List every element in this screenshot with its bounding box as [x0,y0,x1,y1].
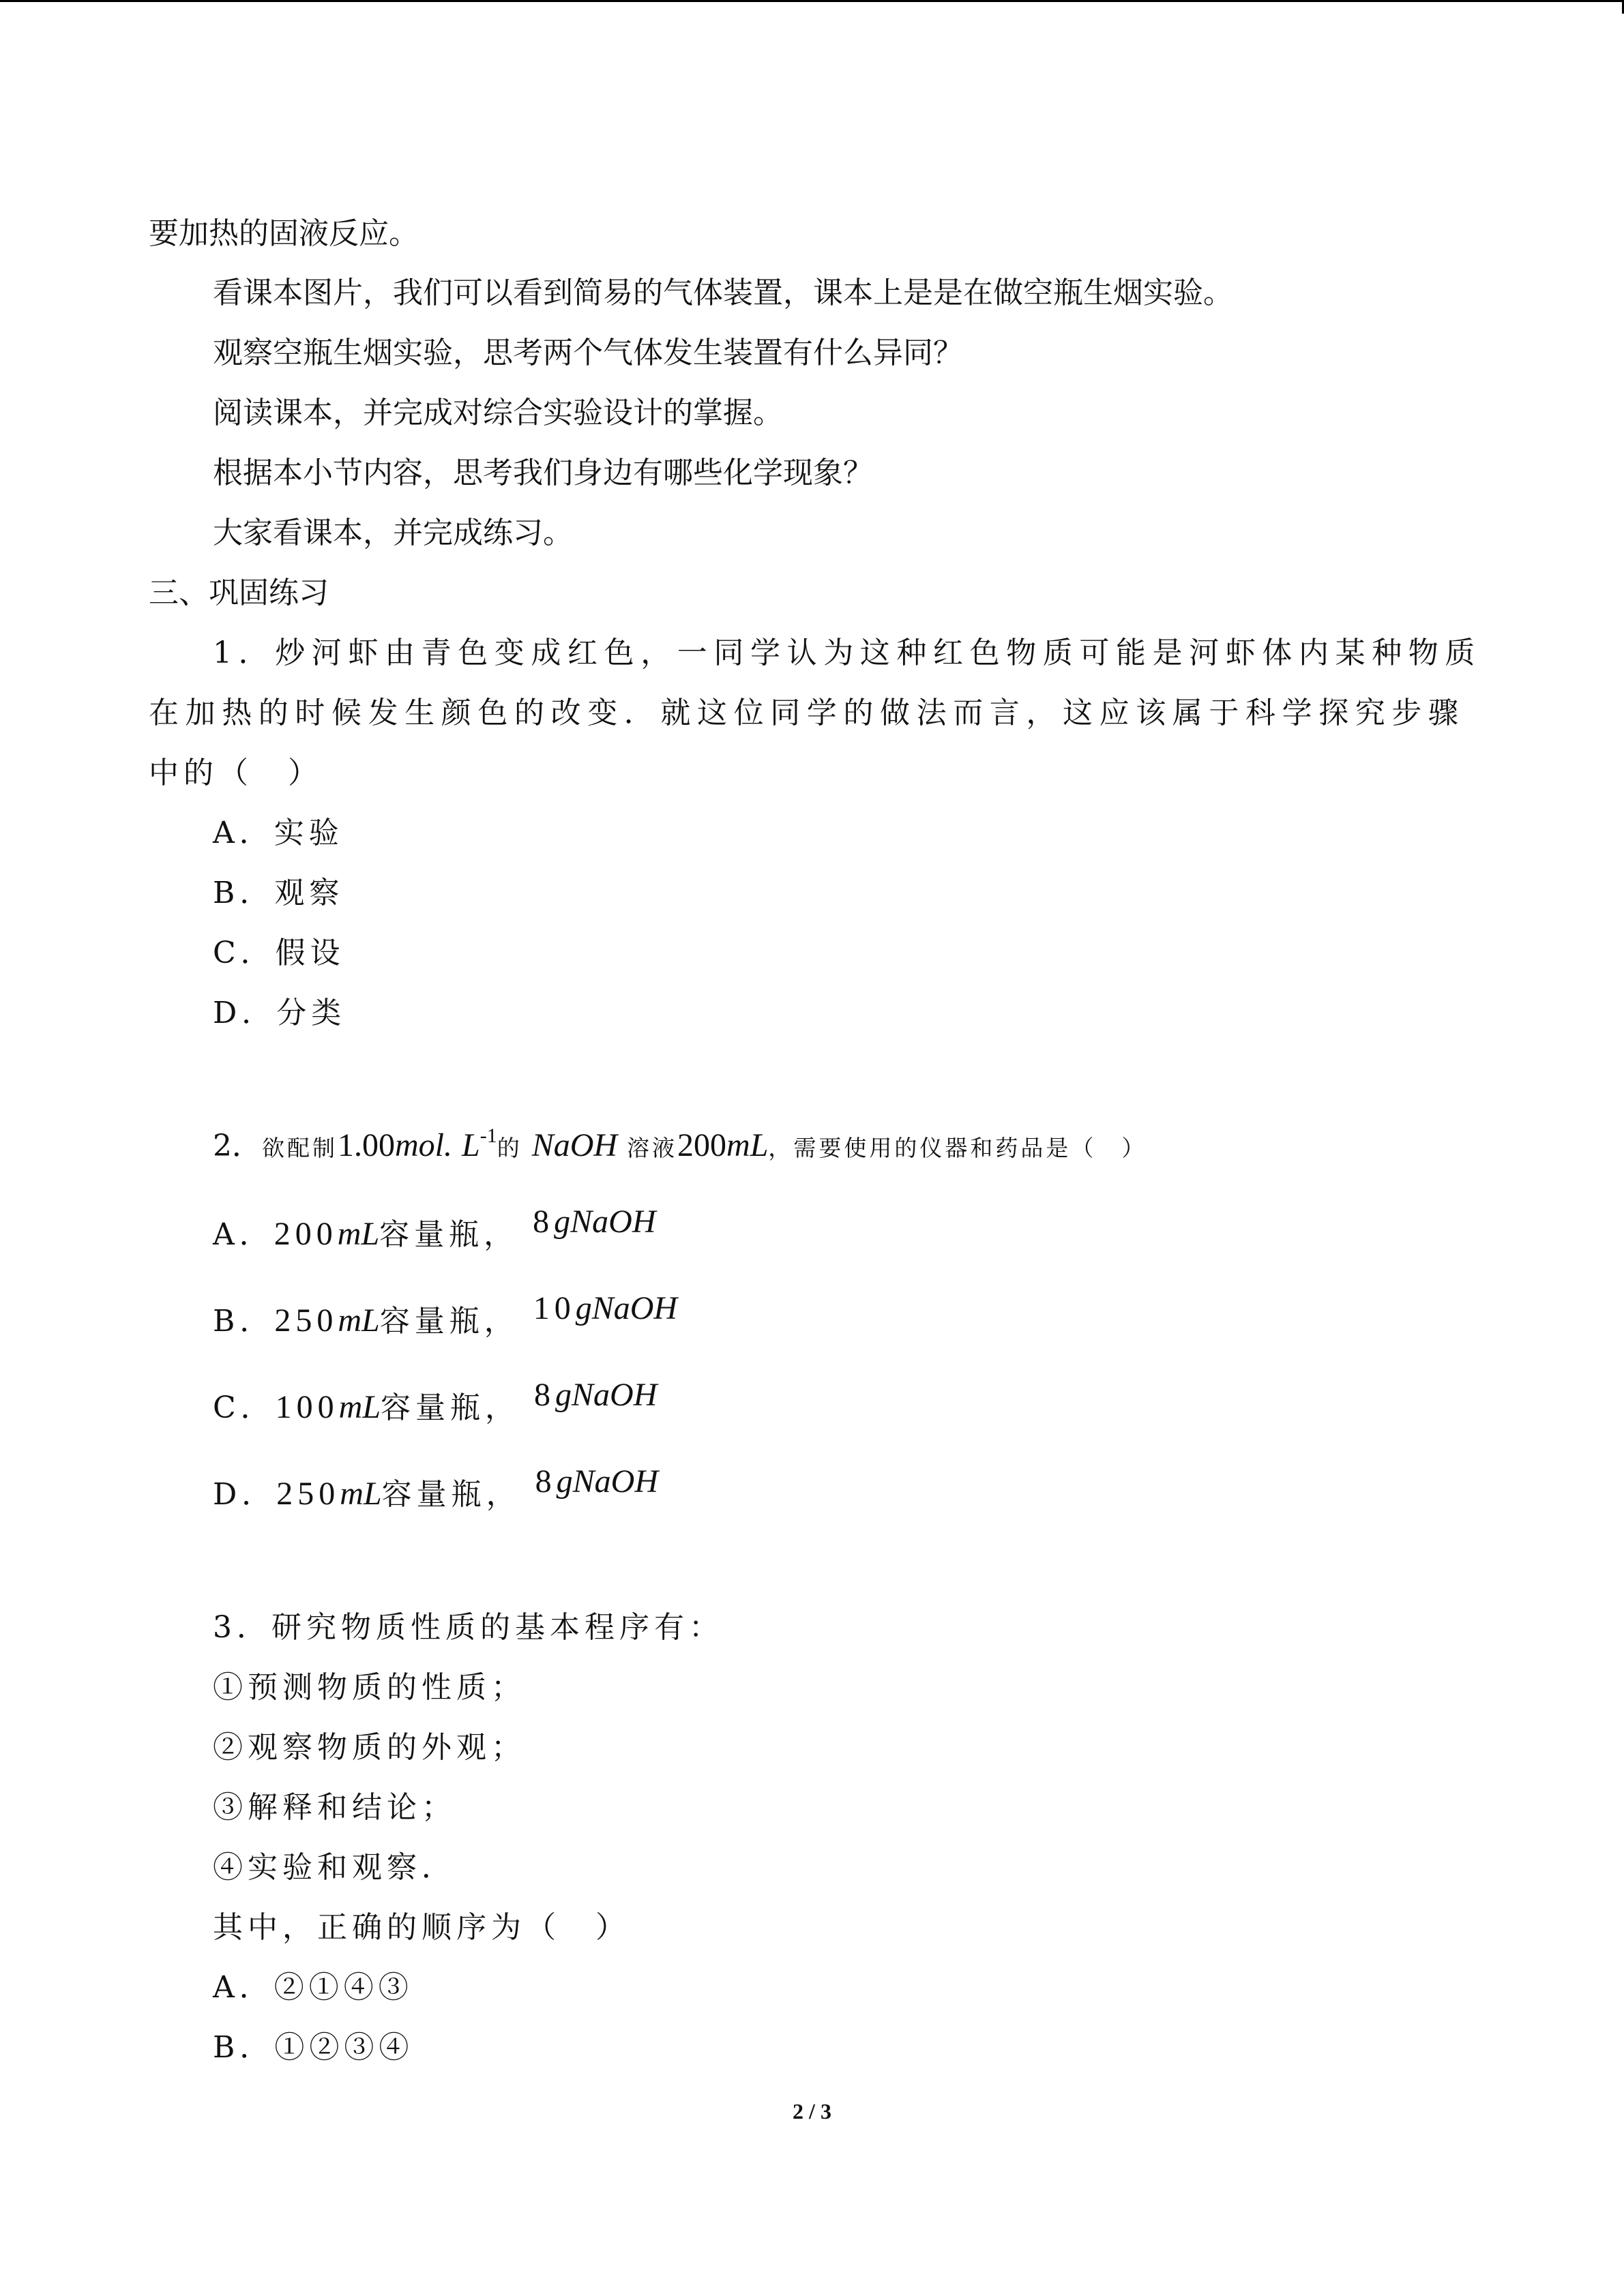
q2-text-4: ，需要使用的仪器和药品是（ ） [768,1135,1147,1161]
q1-option-d: D．分类 [213,996,346,1030]
option-mass-unit: gNaOH [554,1204,656,1240]
q3-step-4: ④实验和观察． [213,1850,456,1885]
q3-prompt: 其中，正确的顺序为（ ） [213,1910,630,1945]
q2-option-d [213,1463,658,1515]
q2-conc-unit: mol. [395,1127,452,1163]
q2-volume-unit: mL [726,1127,769,1163]
q2-text-3: 溶液 [627,1135,678,1161]
option-volume: 100 [275,1389,339,1425]
q2-stem [213,1125,1147,1170]
option-mass-unit: gNaOH [575,1290,678,1326]
option-letter: D． [213,1477,277,1512]
option-volume: 200 [274,1216,338,1252]
q2-option-b [213,1290,678,1342]
q3-step-2: ②观察物质的外观； [213,1730,526,1765]
q3-step-1: ①预测物质的性质； [213,1670,526,1705]
option-mass: 8 [533,1204,555,1240]
q2-solute: NaOH [531,1127,618,1163]
option-mass: 8 [534,1377,556,1413]
q2-conc-exponent: -1 [479,1124,497,1147]
option-mass-unit: gNaOH [555,1377,658,1413]
intro-line-4: 阅读课本，并完成对综合实验设计的掌握。 [213,396,783,430]
option-volume: 250 [276,1476,340,1512]
q1-stem-line-2: 在加热的时候发生颜色的改变．就这位同学的做法而言，这应该属于科学探究步骤 [149,696,1465,730]
q2-text-1: 欲配制 [262,1135,338,1161]
intro-line-5: 根据本小节内容，思考我们身边有哪些化学现象？ [213,456,873,490]
q2-conc-value: 1.00 [338,1127,395,1163]
option-volume-unit: mL [338,1302,380,1339]
intro-line-2: 看课本图片，我们可以看到简易的气体装置，课本上是是在做空瓶生烟实验。 [213,275,1233,310]
option-mass-unit: gNaOH [556,1463,658,1500]
intro-line-1: 要加热的固液反应。 [149,216,419,251]
option-volume-unit: mL [340,1476,382,1512]
option-flask: 容量瓶， [381,1390,520,1425]
q1-stem-line-3: 中的（ ） [149,756,323,790]
q2-option-a [213,1204,656,1255]
q3-step-3: ③解释和结论； [213,1790,456,1825]
q2-number: 2． [213,1129,262,1163]
option-volume-unit: mL [337,1216,380,1252]
q3-stem: 3．研究物质性质的基本程序有： [213,1610,724,1645]
option-volume: 250 [274,1302,338,1339]
option-mass: 10 [533,1290,576,1326]
q3-option-a: A．②①④③ [213,1970,413,2005]
page-top-border [0,0,1624,2]
page-number: 2 / 3 [793,2099,831,2123]
q1-option-c: C．假设 [213,936,345,970]
option-mass: 8 [535,1463,557,1500]
option-letter: C． [213,1390,276,1425]
q1-stem-line-1: 1．炒河虾由青色变成红色，一同学认为这种红色物质可能是河虾体内某种物质 [213,636,1481,670]
option-flask: 容量瓶， [379,1217,519,1252]
q1-option-b: B．观察 [213,876,344,910]
option-letter: B． [213,1304,275,1339]
q2-text-2: 的 [497,1135,522,1161]
option-flask: 容量瓶， [379,1304,519,1339]
section-heading: 三、巩固练习 [149,576,329,610]
option-letter: A． [213,1217,274,1252]
option-flask: 容量瓶， [381,1477,521,1512]
q2-conc-l: L [462,1127,480,1163]
intro-line-6: 大家看课本，并完成练习。 [213,516,573,550]
intro-line-3: 观察空瓶生烟实验，思考两个气体发生装置有什么异同？ [213,336,963,370]
option-volume-unit: mL [338,1389,381,1425]
q2-option-c [213,1377,658,1429]
q1-option-a: A．实验 [213,816,344,850]
q3-option-b: B．①②③④ [213,2030,414,2065]
q2-volume: 200 [677,1127,727,1163]
